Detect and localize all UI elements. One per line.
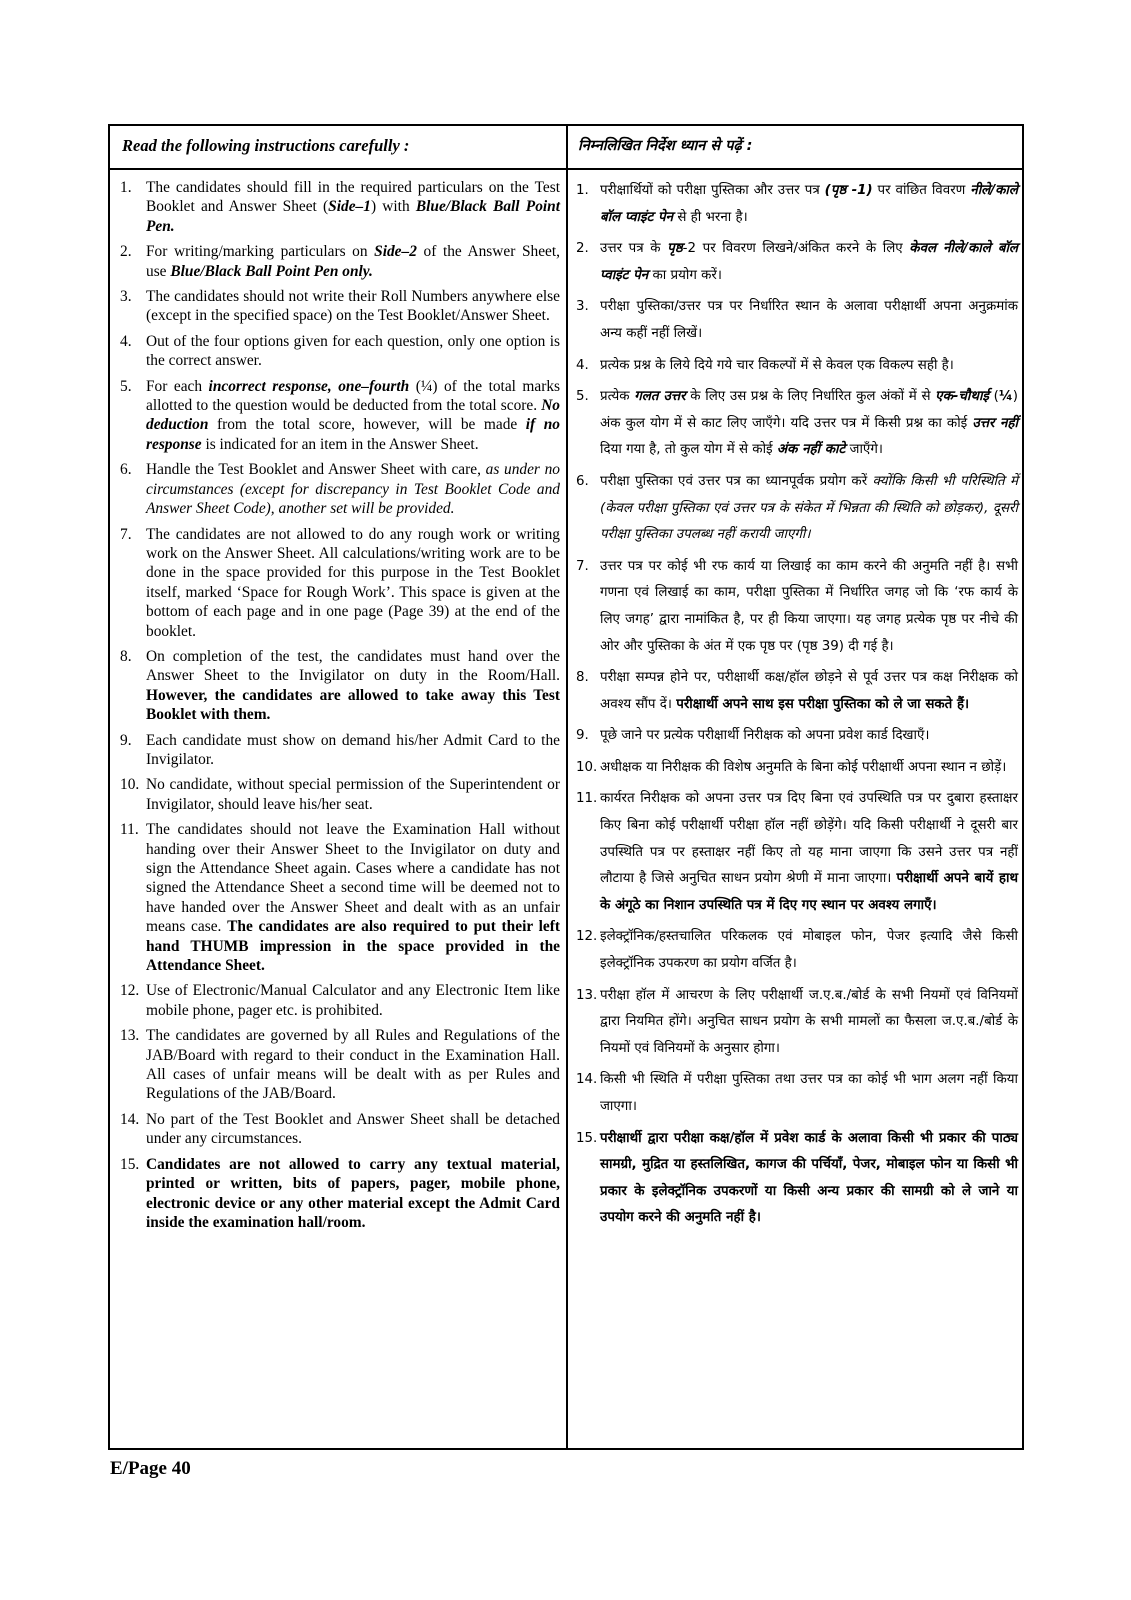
item-number: 13. [576, 987, 598, 1003]
item-number: 8. [120, 647, 132, 665]
item-text [146, 460, 560, 518]
item-text-run: Blue/Black Ball Point Pen. [146, 198, 561, 235]
item-text-run: परीक्षा हॉल में आचरण के लिए परीक्षार्थी ज.ए.ब./बोर्ड के सभी नियमों एवं विनियमों द्वारा नियमित होंगे। अनुचित साधन प्रयोग के सभी मामलों का फैसला ज.ए.ब./बोर्ड के नियमों एवं विनियमों के अनुसार होगा। [600, 987, 1018, 1056]
item-text [146, 1110, 560, 1149]
item-text-run: Each candidate must show on demand his/her Admit Card to the Invigilator. [146, 731, 560, 768]
item-text-run: उत्तर पत्र पर कोई भी रफ कार्य या लिखाई का काम करने की अनुमति नहीं है। सभी गणना एवं लिखाई का काम, परीक्षा पुस्तिका में निर्धारित जगह जो कि ‘रफ कार्य के लिए जगह’ द्वारा नामांकित है, पर ही किया जाएगा। यह जगह प्रत्येक पृष्ठ पर नीचे की ओर और पुस्तिका के अंत में एक पृष्ठ पर (पृष्ठ 39) दी गई है। [600, 558, 1018, 654]
item-text-run: For writing/marking particulars on [146, 243, 375, 261]
hindi-instruction-item [572, 236, 1018, 289]
item-text-run: Side–1 [328, 198, 371, 216]
item-number: 2. [120, 243, 132, 261]
item-text [146, 525, 560, 641]
english-instruction-item [116, 731, 560, 770]
item-text-run: से ही भरना है। [673, 209, 748, 225]
english-heading: Read the following instructions carefully : [122, 136, 410, 155]
item-text [600, 554, 1018, 660]
item-number: 8. [576, 670, 589, 686]
item-text-run: No candidate, without special permission of the Superintendent or Invigilator, should leave his/her seat. [146, 776, 560, 813]
item-text-run: ¼ [998, 389, 1013, 405]
item-text-run: परीक्षा सम्पन्न होने पर, परीक्षार्थी कक्ष/हॉल छोड़ने से पूर्व उत्तर पत्र कक्ष निरीक्षक को अवश्य सौंप दें। [600, 670, 1018, 712]
hindi-instruction-item [572, 469, 1018, 549]
item-text-run: The candidates are governed by all Rules and Regulations of the JAB/Board with regard to their conduct in the Examination Hall. All cases of unfair means will be dealt with as per Rules and Regulations of the JAB/Board. [146, 1027, 560, 1103]
item-text-run: is indicated for an item in the Answer Sheet. [201, 435, 479, 453]
item-number: 7. [120, 525, 132, 543]
english-instruction-item [116, 178, 560, 236]
item-text-run: जाएँगे। [845, 442, 883, 458]
item-text [600, 294, 1018, 347]
item-text-run: परीक्षार्थियों को परीक्षा पुस्तिका और उत्तर पत्र [600, 183, 825, 198]
item-text-run: The candidates should not leave the Examination Hall without handing over their Answer Sheet to the Invigilator on duty and sign the Attendance Sheet again. Cases where a candidate has not signed the Attendance Sheet a second time will be deemed not to have handed over the Answer Sheet and dealt with as an unfair means case. [146, 821, 560, 936]
item-text-run: कार्यरत निरीक्षक को अपना उत्तर पत्र दिए बिना एवं उपस्थिति पत्र पर दुबारा हस्ताक्षर किए बिना कोई परीक्षार्थी परीक्षा हॉल नहीं छोड़ेंगे। यदि किसी परीक्षार्थी ने दूसरी बार उपस्थिति पत्र पर हस्ताक्षर नहीं किए तो यह माना जाएगा कि उसने उत्तर पत्र नहीं लौटाया है जिसे अनुचित साधन प्रयोग श्रेणी में माना जाएगा। [600, 791, 1018, 887]
item-text-run: क्योंकि किसी भी परिस्थिति में (केवल परीक्षा पुस्तिका एवं उत्तर पत्र के संकेत में भिन्नता की स्थिति को छोड़कर), दूसरी परीक्षा पुस्तिका उपलब्ध नहीं करायी जाएगी। [600, 473, 1018, 543]
item-number: 4. [576, 357, 589, 373]
english-instruction-item [116, 1026, 560, 1104]
english-instruction-item [116, 1155, 560, 1233]
item-text-run: उत्तर नहीं [972, 415, 1018, 431]
item-text [146, 1026, 560, 1104]
item-number: 1. [576, 183, 589, 198]
item-text-run: from the total score, however, will be made [208, 416, 526, 434]
item-text [600, 755, 1018, 782]
item-number: 1. [120, 179, 132, 196]
item-number: 6. [120, 461, 132, 479]
hindi-instruction-item [572, 665, 1018, 718]
item-text [600, 384, 1018, 464]
item-number: 12. [120, 982, 140, 1000]
hindi-instruction-item [572, 353, 1018, 380]
item-text-run: परीक्षार्थी द्वारा परीक्षा कक्ष/हॉल में प्रवेश कार्ड के अलावा किसी भी प्रकार की पाठ्य सामग्री, मुद्रित या हस्तलिखित, कागज की पर्चियाँ, पेजर, मोबाइल फोन या किसी भी प्रकार के इलेक्ट्रॉनिक उपकरणों या किसी अन्य प्रकार की सामग्री को ले जाने या उपयोग करने की अनुमति नहीं है। [600, 1130, 1018, 1226]
item-text [146, 775, 560, 814]
item-text-run: However, the candidates are allowed to take away this Test Booklet with them. [146, 686, 560, 724]
item-number: 15. [576, 1130, 598, 1146]
item-text-run: No part of the Test Booklet and Answer Sheet shall be detached under any circumstances. [146, 1110, 560, 1148]
item-text-run: के लिए उस प्रश्न के लिए निर्धारित कुल अंकों में से [685, 389, 936, 405]
item-text-run: इलेक्ट्रॉनिक/हस्तचालित परिकलक एवं मोबाइल फोन, पेजर इत्यादि जैसे किसी इलेक्ट्रॉनिक उपकरण का प्रयोग वर्जित है। [600, 929, 1018, 972]
english-instruction-item [116, 460, 560, 518]
hindi-instruction-item [572, 755, 1018, 782]
item-text-run: Use of Electronic/Manual Calculator and any Electronic Item like mobile phone, pager etc. is prohibited. [146, 982, 560, 1019]
item-text-run: Blue/Black Ball Point Pen only. [170, 262, 373, 280]
item-text-run: नीले/काले बॉल प्वाइंट पेन [600, 183, 1018, 225]
item-text [600, 1126, 1018, 1232]
hindi-instruction-item [572, 554, 1018, 660]
item-text-run: पर वांछित विवरण [872, 183, 971, 198]
item-text-run: पूछे जाने पर प्रत्येक परीक्षार्थी निरीक्षक को अपना प्रवेश कार्ड दिखाएँ। [600, 728, 930, 744]
hindi-instruction-item [572, 786, 1018, 919]
item-number: 13. [120, 1027, 140, 1045]
hindi-instruction-item [572, 178, 1018, 231]
item-text [146, 820, 560, 975]
item-text [146, 242, 560, 281]
header-divider [108, 168, 1024, 170]
hindi-instruction-item [572, 924, 1018, 977]
english-instruction-item [116, 287, 560, 326]
hindi-instruction-item [572, 1126, 1018, 1232]
item-text-run: The candidates should fill in the required particulars on the Test Booklet and Answer Sheet ( [146, 179, 560, 216]
item-text [146, 332, 560, 371]
item-number: 5. [576, 389, 589, 405]
hindi-instruction-item [572, 384, 1018, 464]
item-text-run: Candidates are not allowed to carry any textual material, printed or written, bits of papers, pager, mobile phone, electronic device or any other material except the Admit Card inside the examination hall/room. [146, 1155, 560, 1231]
item-text [600, 178, 1018, 231]
item-number: 11. [120, 821, 139, 839]
item-text-run: परीक्षार्थी अपने साथ इस परीक्षा पुस्तिका को ले जा सकते हैं। [676, 696, 970, 712]
item-text [600, 983, 1018, 1063]
item-text [600, 469, 1018, 549]
item-text-run: अधीक्षक या निरीक्षक की विशेष अनुमति के बिना कोई परीक्षार्थी अपना स्थान न छोड़ें। [600, 759, 1007, 775]
item-text-run: किसी भी स्थिति में परीक्षा पुस्तिका तथा उत्तर पत्र का कोई भी भाग अलग नहीं किया जाएगा। [600, 1072, 1018, 1114]
english-instruction-item [116, 647, 560, 725]
english-instruction-item [116, 377, 560, 455]
item-text [146, 981, 560, 1020]
column-divider [566, 124, 568, 1450]
item-text-run: Side–2 [374, 243, 417, 261]
item-text-run: if no response [146, 416, 560, 453]
item-text-run: उत्तर पत्र के [600, 241, 668, 257]
item-text [600, 1067, 1018, 1120]
item-text-run: एक-चौथाई [935, 389, 989, 405]
item-number: 7. [576, 558, 589, 574]
item-text [146, 1155, 560, 1233]
item-number: 10. [576, 759, 598, 775]
english-instruction-item [116, 981, 560, 1020]
english-instruction-item [116, 525, 560, 641]
item-text [146, 178, 560, 236]
item-text-run: of the Answer Sheet, use [146, 243, 561, 280]
item-text-run: For each [146, 377, 209, 395]
item-text-run: प्रत्येक [600, 389, 635, 405]
item-text [146, 287, 560, 326]
page-number: E/Page 40 [110, 1458, 191, 1479]
item-text [146, 731, 560, 770]
item-text-run: ) अंक कुल योग में से काट लिए जाएँगे। यदि उत्तर पत्र में किसी प्रश्न का कोई [600, 389, 1019, 431]
hindi-instruction-item [572, 1067, 1018, 1120]
item-text [600, 665, 1018, 718]
english-instruction-item [116, 775, 560, 814]
item-text-run: अंक नहीं काटे [776, 442, 846, 458]
hindi-instructions-list [572, 178, 1018, 1237]
item-text-run: Out of the four options given for each question, only one option is the correct answer. [146, 332, 560, 370]
item-text-run: दिया गया है, तो कुल योग में से कोई [600, 442, 777, 458]
item-text-run: परीक्षार्थी अपने बायें हाथ के अंगूठे का निशान उपस्थिति पत्र में दिए गए स्थान पर अवश्य लगाएँ। [600, 871, 1018, 913]
item-text [600, 723, 1018, 750]
item-text-run: The candidates are also required to put their left hand THUMB impression in the space provided in the Attendance Sheet. [146, 918, 560, 975]
item-text [146, 647, 560, 725]
item-number: 2. [576, 241, 589, 257]
item-number: 6. [576, 473, 589, 489]
item-number: 3. [120, 288, 132, 306]
item-number: 15. [120, 1155, 140, 1173]
item-text-run: Handle the Test Booklet and Answer Sheet with care, [146, 461, 486, 479]
item-number: 9. [120, 731, 132, 749]
item-number: 10. [120, 776, 140, 794]
english-instruction-item [116, 820, 560, 975]
item-number: 4. [120, 332, 132, 350]
item-text-run: On completion of the test, the candidates must hand over the Answer Sheet to the Invigilator on duty in the Room/Hall. [146, 647, 560, 685]
item-number: 11. [576, 791, 598, 807]
item-text [600, 924, 1018, 977]
item-text-run: पृष्ठ [667, 241, 683, 257]
item-text-run: का प्रयोग करें। [648, 267, 722, 283]
item-text-run: The candidates should not write their Roll Numbers anywhere else (except in the specified space) on the Test Booklet/Answer Sheet. [146, 288, 560, 325]
item-number: 12. [576, 929, 598, 945]
item-text-run: केवल नीले/काले बॉल प्वाइंट पेन [600, 241, 1019, 283]
item-text-run: No deduction [146, 397, 560, 434]
item-text-run: परीक्षा पुस्तिका एवं उत्तर पत्र का ध्यानपूर्वक प्रयोग करें [600, 473, 873, 489]
english-instruction-item [116, 1110, 560, 1149]
item-number: 3. [576, 299, 589, 315]
item-text-run: ( [989, 389, 999, 405]
item-text-run: (पृष्ठ -1) [824, 183, 873, 198]
item-number: 14. [576, 1072, 598, 1088]
item-text [600, 786, 1018, 919]
item-text-run: -2 पर विवरण लिखने/अंकित करने के लिए [682, 241, 910, 257]
item-text [600, 236, 1018, 289]
item-number: 14. [120, 1110, 140, 1128]
item-text-run: परीक्षा पुस्तिका/उत्तर पत्र पर निर्धारित स्थान के अलावा परीक्षार्थी अपना अनुक्रमांक अन्य कहीं नहीं लिखें। [600, 299, 1018, 341]
hindi-heading: निम्नलिखित निर्देश ध्यान से पढ़ें : [578, 138, 753, 154]
item-text-run: incorrect response, one–fourth [208, 377, 410, 395]
english-instruction-item [116, 332, 560, 371]
item-text [146, 377, 560, 455]
item-text-run: गलत उत्तर [634, 389, 686, 405]
item-text-run: The candidates are not allowed to do any rough work or writing work on the Answer Sheet. All calculations/writing work are to be done in the space provided for this purpose in the Test Booklet itself, marked ‘Space for Rough Work’. This space is given at the bottom of each page and in one page (Page 39) at the end of the booklet. [146, 525, 560, 640]
item-text-run: ) with [370, 198, 416, 216]
english-instructions-list [116, 178, 560, 1238]
item-number: 5. [120, 377, 132, 395]
item-text [600, 353, 1018, 380]
item-text-run: as under no circumstances (except for discrepancy in Test Booklet Code and Answer Sheet Code), another set will be provided. [146, 461, 560, 518]
hindi-instruction-item [572, 983, 1018, 1063]
item-text-run: (¼) of the total marks allotted to the question would be deducted from the total score. [146, 377, 561, 415]
item-text-run: प्रत्येक प्रश्न के लिये दिये गये चार विकल्पों में से केवल एक विकल्प सही है। [600, 357, 954, 373]
item-number: 9. [576, 728, 589, 744]
hindi-instruction-item [572, 294, 1018, 347]
english-instruction-item [116, 242, 560, 281]
hindi-instruction-item [572, 723, 1018, 750]
